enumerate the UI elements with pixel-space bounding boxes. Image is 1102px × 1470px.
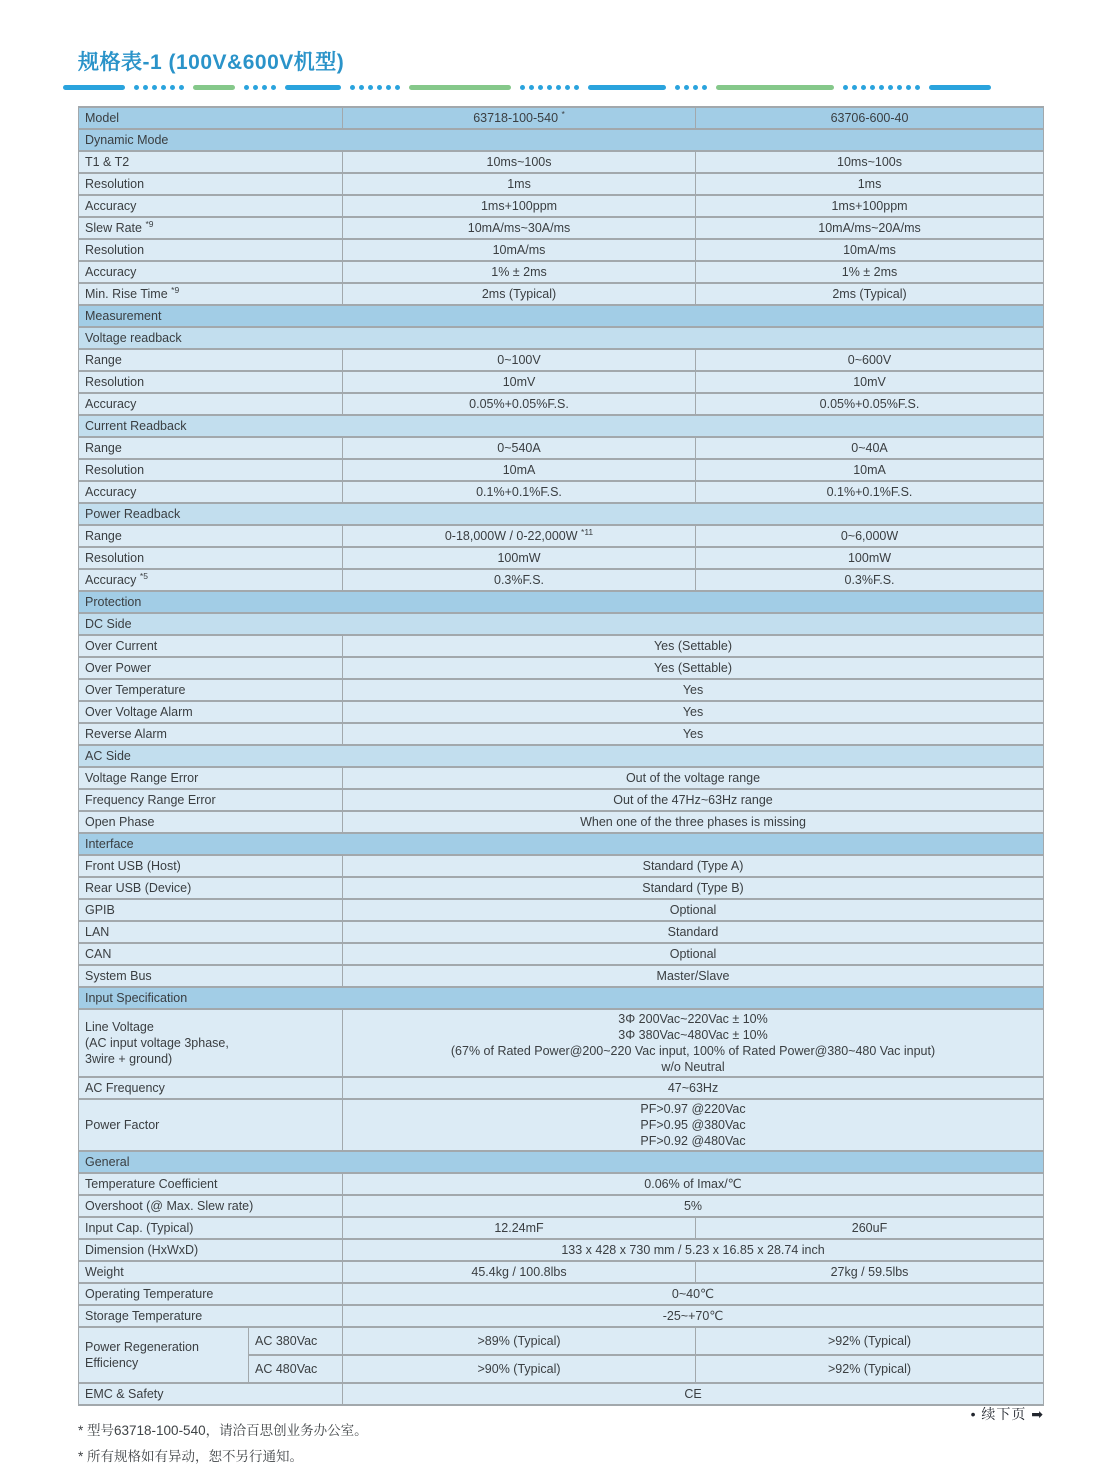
spec-label-cell: Min. Rise Time $^{*9}$: [79, 283, 343, 305]
divider-dot: [170, 85, 175, 90]
footnote-marker: *: [561, 108, 565, 119]
divider-dot: [702, 85, 707, 90]
spec-value-cell: Yes: [343, 723, 1044, 745]
spec-value-cell: 0~100V: [343, 349, 696, 371]
spec-value-cell: 3Φ 200Vac~220Vac ± 10% 3Φ 380Vac~480Vac ± 10% (67% of Rated Power@200~220 Vac input, 100% of Rated Power@380~480 Vac input) w/o Neutral: [343, 1009, 1044, 1077]
spec-label-cell: Power Regeneration Efficiency: [79, 1327, 249, 1383]
spec-value-cell: Yes: [343, 679, 1044, 701]
spec-label-cell: Line Voltage (AC input voltage 3phase, 3wire + ground): [79, 1009, 343, 1077]
spec-label-cell: Over Temperature: [79, 679, 343, 701]
section-header-cell: Measurement: [79, 305, 1044, 327]
spec-label-cell: Accuracy: [79, 261, 343, 283]
spec-sublabel-cell: AC 480Vac: [249, 1355, 343, 1383]
spec-label-cell: Over Power: [79, 657, 343, 679]
divider-dash: [63, 85, 125, 90]
divider-dot: [179, 85, 184, 90]
spec-row: [79, 635, 1044, 657]
footnote: * 型号63718-100-540，请洽百思创业务办公室。: [78, 1423, 368, 1438]
spec-label-cell: LAN: [79, 921, 343, 943]
divider-dot: [906, 85, 911, 90]
spec-value-cell: 1ms: [343, 173, 696, 195]
subsection-header-cell: DC Side: [79, 613, 1044, 635]
spec-label-cell: Accuracy: [79, 393, 343, 415]
spec-value-cell: 10mA/ms: [343, 239, 696, 261]
spec-label-cell: Over Current: [79, 635, 343, 657]
divider-dot: [395, 85, 400, 90]
spec-label-cell: Resolution: [79, 547, 343, 569]
spec-value-cell: 0.05%+0.05%F.S.: [696, 393, 1044, 415]
spec-value-cell: Yes (Settable): [343, 657, 1044, 679]
spec-value-cell: Standard (Type B): [343, 877, 1044, 899]
spec-row: [79, 723, 1044, 745]
spec-row: [79, 283, 1044, 305]
spec-value-cell: 10mA/ms: [696, 239, 1044, 261]
divider-dots: [520, 85, 579, 90]
spec-value-cell: Yes (Settable): [343, 635, 1044, 657]
spec-label-cell: GPIB: [79, 899, 343, 921]
spec-label-cell: Range: [79, 349, 343, 371]
spec-row: [79, 1305, 1044, 1327]
spec-label-cell: Accuracy $^{*5}$: [79, 569, 343, 591]
spec-value-cell: 100mW: [696, 547, 1044, 569]
subsection-header-row: [79, 745, 1044, 767]
decorative-divider: [63, 84, 1089, 90]
divider-dot: [134, 85, 139, 90]
spec-label-cell: Range: [79, 525, 343, 547]
spec-label-cell: System Bus: [79, 965, 343, 987]
spec-value-cell: >92% (Typical): [696, 1355, 1044, 1383]
spec-value-cell: CE: [343, 1383, 1044, 1405]
spec-label-cell: Input Cap. (Typical): [79, 1217, 343, 1239]
spec-value-cell: 27kg / 59.5lbs: [696, 1261, 1044, 1283]
section-header-row: [79, 833, 1044, 855]
spec-label-cell: Reverse Alarm: [79, 723, 343, 745]
divider-dot: [538, 85, 543, 90]
divider-dot: [684, 85, 689, 90]
spec-value-cell: 1% ± 2ms: [696, 261, 1044, 283]
spec-label-cell: Power Factor: [79, 1099, 343, 1151]
spec-label-cell: Over Voltage Alarm: [79, 701, 343, 723]
footnote-marker: *9: [145, 218, 154, 229]
spec-row: [79, 1327, 1044, 1355]
spec-value-cell: 2ms (Typical): [696, 283, 1044, 305]
spec-value-cell: 63706-600-40: [696, 107, 1044, 129]
divider-dash: [588, 85, 666, 90]
spec-row: [79, 1173, 1044, 1195]
spec-label-cell: CAN: [79, 943, 343, 965]
section-header-cell: Input Specification: [79, 987, 1044, 1009]
spec-label-cell: Slew Rate $^{*9}$: [79, 217, 343, 239]
spec-value-cell: 10mA/ms~20A/ms: [696, 217, 1044, 239]
footnotes: [78, 1418, 1045, 1470]
spec-row: [79, 173, 1044, 195]
divider-dot: [556, 85, 561, 90]
section-header-cell: General: [79, 1151, 1044, 1173]
divider-dash: [716, 85, 834, 90]
divider-dot: [143, 85, 148, 90]
divider-dot: [870, 85, 875, 90]
spec-value-cell: 47~63Hz: [343, 1077, 1044, 1099]
spec-row: [79, 1077, 1044, 1099]
spec-label-cell: T1 & T2: [79, 151, 343, 173]
divider-dot: [574, 85, 579, 90]
spec-value-cell: 0.3%F.S.: [696, 569, 1044, 591]
divider-dot: [368, 85, 373, 90]
subsection-header-row: [79, 613, 1044, 635]
divider-dash: [409, 85, 511, 90]
spec-label-cell: Temperature Coefficient: [79, 1173, 343, 1195]
section-header-cell: Protection: [79, 591, 1044, 613]
spec-value-cell: 0~40℃: [343, 1283, 1044, 1305]
divider-dot: [897, 85, 902, 90]
divider-dot: [852, 85, 857, 90]
footnote-marker: *11: [581, 526, 594, 537]
spec-value-cell: PF>0.97 @220Vac PF>0.95 @380Vac PF>0.92 @480Vac: [343, 1099, 1044, 1151]
spec-value-cell: 1ms: [696, 173, 1044, 195]
spec-row: [79, 921, 1044, 943]
spec-value-cell: 10mV: [343, 371, 696, 393]
spec-row: [79, 437, 1044, 459]
divider-dot: [529, 85, 534, 90]
spec-label-cell: Resolution: [79, 459, 343, 481]
spec-label-cell: Range: [79, 437, 343, 459]
spec-row: [79, 547, 1044, 569]
section-header-row: [79, 591, 1044, 613]
spec-row: [79, 1239, 1044, 1261]
spec-value-cell: 1% ± 2ms: [343, 261, 696, 283]
spec-row: [79, 1261, 1044, 1283]
spec-value-cell: 5%: [343, 1195, 1044, 1217]
spec-value-cell: Optional: [343, 943, 1044, 965]
spec-row: [79, 679, 1044, 701]
subsection-header-cell: AC Side: [79, 745, 1044, 767]
spec-value-cell: 0.3%F.S.: [343, 569, 696, 591]
divider-dot: [244, 85, 249, 90]
spec-row: [79, 811, 1044, 833]
spec-value-cell: Out of the voltage range: [343, 767, 1044, 789]
spec-value-cell: 12.24mF: [343, 1217, 696, 1239]
spec-row: [79, 657, 1044, 679]
spec-row: [79, 349, 1044, 371]
divider-dot: [161, 85, 166, 90]
spec-value-cell: Standard: [343, 921, 1044, 943]
spec-row: [79, 261, 1044, 283]
spec-row: [79, 195, 1044, 217]
spec-value-cell: 45.4kg / 100.8lbs: [343, 1261, 696, 1283]
subsection-header-cell: Current Readback: [79, 415, 1044, 437]
spec-label-cell: EMC & Safety: [79, 1383, 343, 1405]
spec-value-cell: 10ms~100s: [696, 151, 1044, 173]
spec-row: [79, 525, 1044, 547]
spec-label-cell: Voltage Range Error: [79, 767, 343, 789]
spec-row: [79, 899, 1044, 921]
spec-value-cell: 133 x 428 x 730 mm / 5.23 x 16.85 x 28.74 inch: [343, 1239, 1044, 1261]
spec-value-cell: 0.05%+0.05%F.S.: [343, 393, 696, 415]
spec-value-cell: Master/Slave: [343, 965, 1044, 987]
divider-dot: [547, 85, 552, 90]
spec-label-cell: Front USB (Host): [79, 855, 343, 877]
divider-dots: [843, 85, 920, 90]
spec-value-cell: 100mW: [343, 547, 696, 569]
spec-label-cell: Accuracy: [79, 481, 343, 503]
section-header-cell: Interface: [79, 833, 1044, 855]
divider-dot: [152, 85, 157, 90]
divider-dot: [262, 85, 267, 90]
footnote-marker: *5: [139, 570, 148, 581]
spec-label-cell: Operating Temperature: [79, 1283, 343, 1305]
spec-row: [79, 481, 1044, 503]
spec-label-cell: Resolution: [79, 371, 343, 393]
spec-value-cell: 0~600V: [696, 349, 1044, 371]
spec-row: [79, 1217, 1044, 1239]
spec-value-cell: 10mA: [343, 459, 696, 481]
spec-row: [79, 569, 1044, 591]
spec-table-body: [79, 107, 1044, 1405]
spec-label-cell: Accuracy: [79, 195, 343, 217]
divider-dots: [350, 85, 400, 90]
divider-dot: [271, 85, 276, 90]
spec-value-cell: 10mA: [696, 459, 1044, 481]
spec-value-cell: >90% (Typical): [343, 1355, 696, 1383]
spec-label-cell: AC Frequency: [79, 1077, 343, 1099]
divider-dash: [929, 85, 991, 90]
spec-row: [79, 767, 1044, 789]
spec-label-cell: Weight: [79, 1261, 343, 1283]
subsection-header-row: [79, 503, 1044, 525]
spec-label-cell: Dimension (HxWxD): [79, 1239, 343, 1261]
spec-value-cell: 1ms+100ppm: [696, 195, 1044, 217]
section-header-cell: Dynamic Mode: [79, 129, 1044, 151]
spec-label-cell: Frequency Range Error: [79, 789, 343, 811]
section-header-row: [79, 305, 1044, 327]
spec-label-cell: Rear USB (Device): [79, 877, 343, 899]
spec-value-cell: 10mA/ms~30A/ms: [343, 217, 696, 239]
divider-dot: [377, 85, 382, 90]
spec-value-cell: >92% (Typical): [696, 1327, 1044, 1355]
spec-value-cell: Yes: [343, 701, 1044, 723]
spec-value-cell: 1ms+100ppm: [343, 195, 696, 217]
divider-dot: [675, 85, 680, 90]
divider-dot: [843, 85, 848, 90]
spec-value-cell: 2ms (Typical): [343, 283, 696, 305]
spec-value-cell: 63718-100-540 *: [343, 107, 696, 129]
spec-row: [79, 965, 1044, 987]
spec-label-cell: Model: [79, 107, 343, 129]
page-title: 规格表-1 (100V&600V机型): [78, 51, 345, 74]
spec-value-cell: 260uF: [696, 1217, 1044, 1239]
divider-dots: [244, 85, 276, 90]
divider-dots: [675, 85, 707, 90]
section-header-row: [79, 1151, 1044, 1173]
continue-next-page-note: • 续下页 ➡: [970, 1406, 1044, 1422]
spec-value-cell: 0~540A: [343, 437, 696, 459]
spec-table: [78, 106, 1044, 1406]
spec-label-cell: Storage Temperature: [79, 1305, 343, 1327]
footnote: * 所有规格如有异动，恕不另行通知。: [78, 1449, 304, 1464]
spec-value-cell: 10ms~100s: [343, 151, 696, 173]
footnote-marker: *9: [171, 284, 180, 295]
spec-row: [79, 151, 1044, 173]
spec-label-cell: Resolution: [79, 173, 343, 195]
section-header-row: [79, 987, 1044, 1009]
divider-dot: [565, 85, 570, 90]
divider-dash: [193, 85, 235, 90]
spec-label-cell: Overshoot (@ Max. Slew rate): [79, 1195, 343, 1217]
spec-value-cell: 0.1%+0.1%F.S.: [343, 481, 696, 503]
spec-value-cell: >89% (Typical): [343, 1327, 696, 1355]
divider-dot: [253, 85, 258, 90]
divider-dash: [285, 85, 341, 90]
spec-value-cell: 0~6,000W: [696, 525, 1044, 547]
spec-row: [79, 1283, 1044, 1305]
spec-row: [79, 943, 1044, 965]
divider-dot: [861, 85, 866, 90]
spec-row: [79, 1383, 1044, 1405]
spec-row: [79, 459, 1044, 481]
subsection-header-cell: Voltage readback: [79, 327, 1044, 349]
divider-dot: [520, 85, 525, 90]
spec-row: [79, 239, 1044, 261]
subsection-header-cell: Power Readback: [79, 503, 1044, 525]
spec-value-cell: 0-18,000W / 0-22,000W $^{*11}$: [343, 525, 696, 547]
spec-row: [79, 877, 1044, 899]
divider-dot: [693, 85, 698, 90]
subsection-header-row: [79, 327, 1044, 349]
spec-value-cell: When one of the three phases is missing: [343, 811, 1044, 833]
spec-row: [79, 371, 1044, 393]
model-row: [79, 107, 1044, 129]
subsection-header-row: [79, 415, 1044, 437]
divider-dots: [134, 85, 184, 90]
divider-dot: [879, 85, 884, 90]
spec-row: [79, 393, 1044, 415]
divider-dot: [350, 85, 355, 90]
spec-row: [79, 1099, 1044, 1151]
spec-value-cell: 10mV: [696, 371, 1044, 393]
spec-value-cell: Out of the 47Hz~63Hz range: [343, 789, 1044, 811]
spec-value-cell: Optional: [343, 899, 1044, 921]
spec-value-cell: Standard (Type A): [343, 855, 1044, 877]
spec-row: [79, 1195, 1044, 1217]
spec-label-cell: Resolution: [79, 239, 343, 261]
divider-dot: [359, 85, 364, 90]
spec-value-cell: -25~+70℃: [343, 1305, 1044, 1327]
section-header-row: [79, 129, 1044, 151]
spec-row: [79, 855, 1044, 877]
divider-dot: [915, 85, 920, 90]
spec-value-cell: 0.1%+0.1%F.S.: [696, 481, 1044, 503]
spec-sublabel-cell: AC 380Vac: [249, 1327, 343, 1355]
spec-row: [79, 789, 1044, 811]
divider-dot: [888, 85, 893, 90]
spec-row: [79, 217, 1044, 239]
spec-value-cell: 0~40A: [696, 437, 1044, 459]
spec-row: [79, 701, 1044, 723]
spec-value-cell: 0.06% of Imax/℃: [343, 1173, 1044, 1195]
spec-row: [79, 1009, 1044, 1077]
spec-label-cell: Open Phase: [79, 811, 343, 833]
divider-dot: [386, 85, 391, 90]
